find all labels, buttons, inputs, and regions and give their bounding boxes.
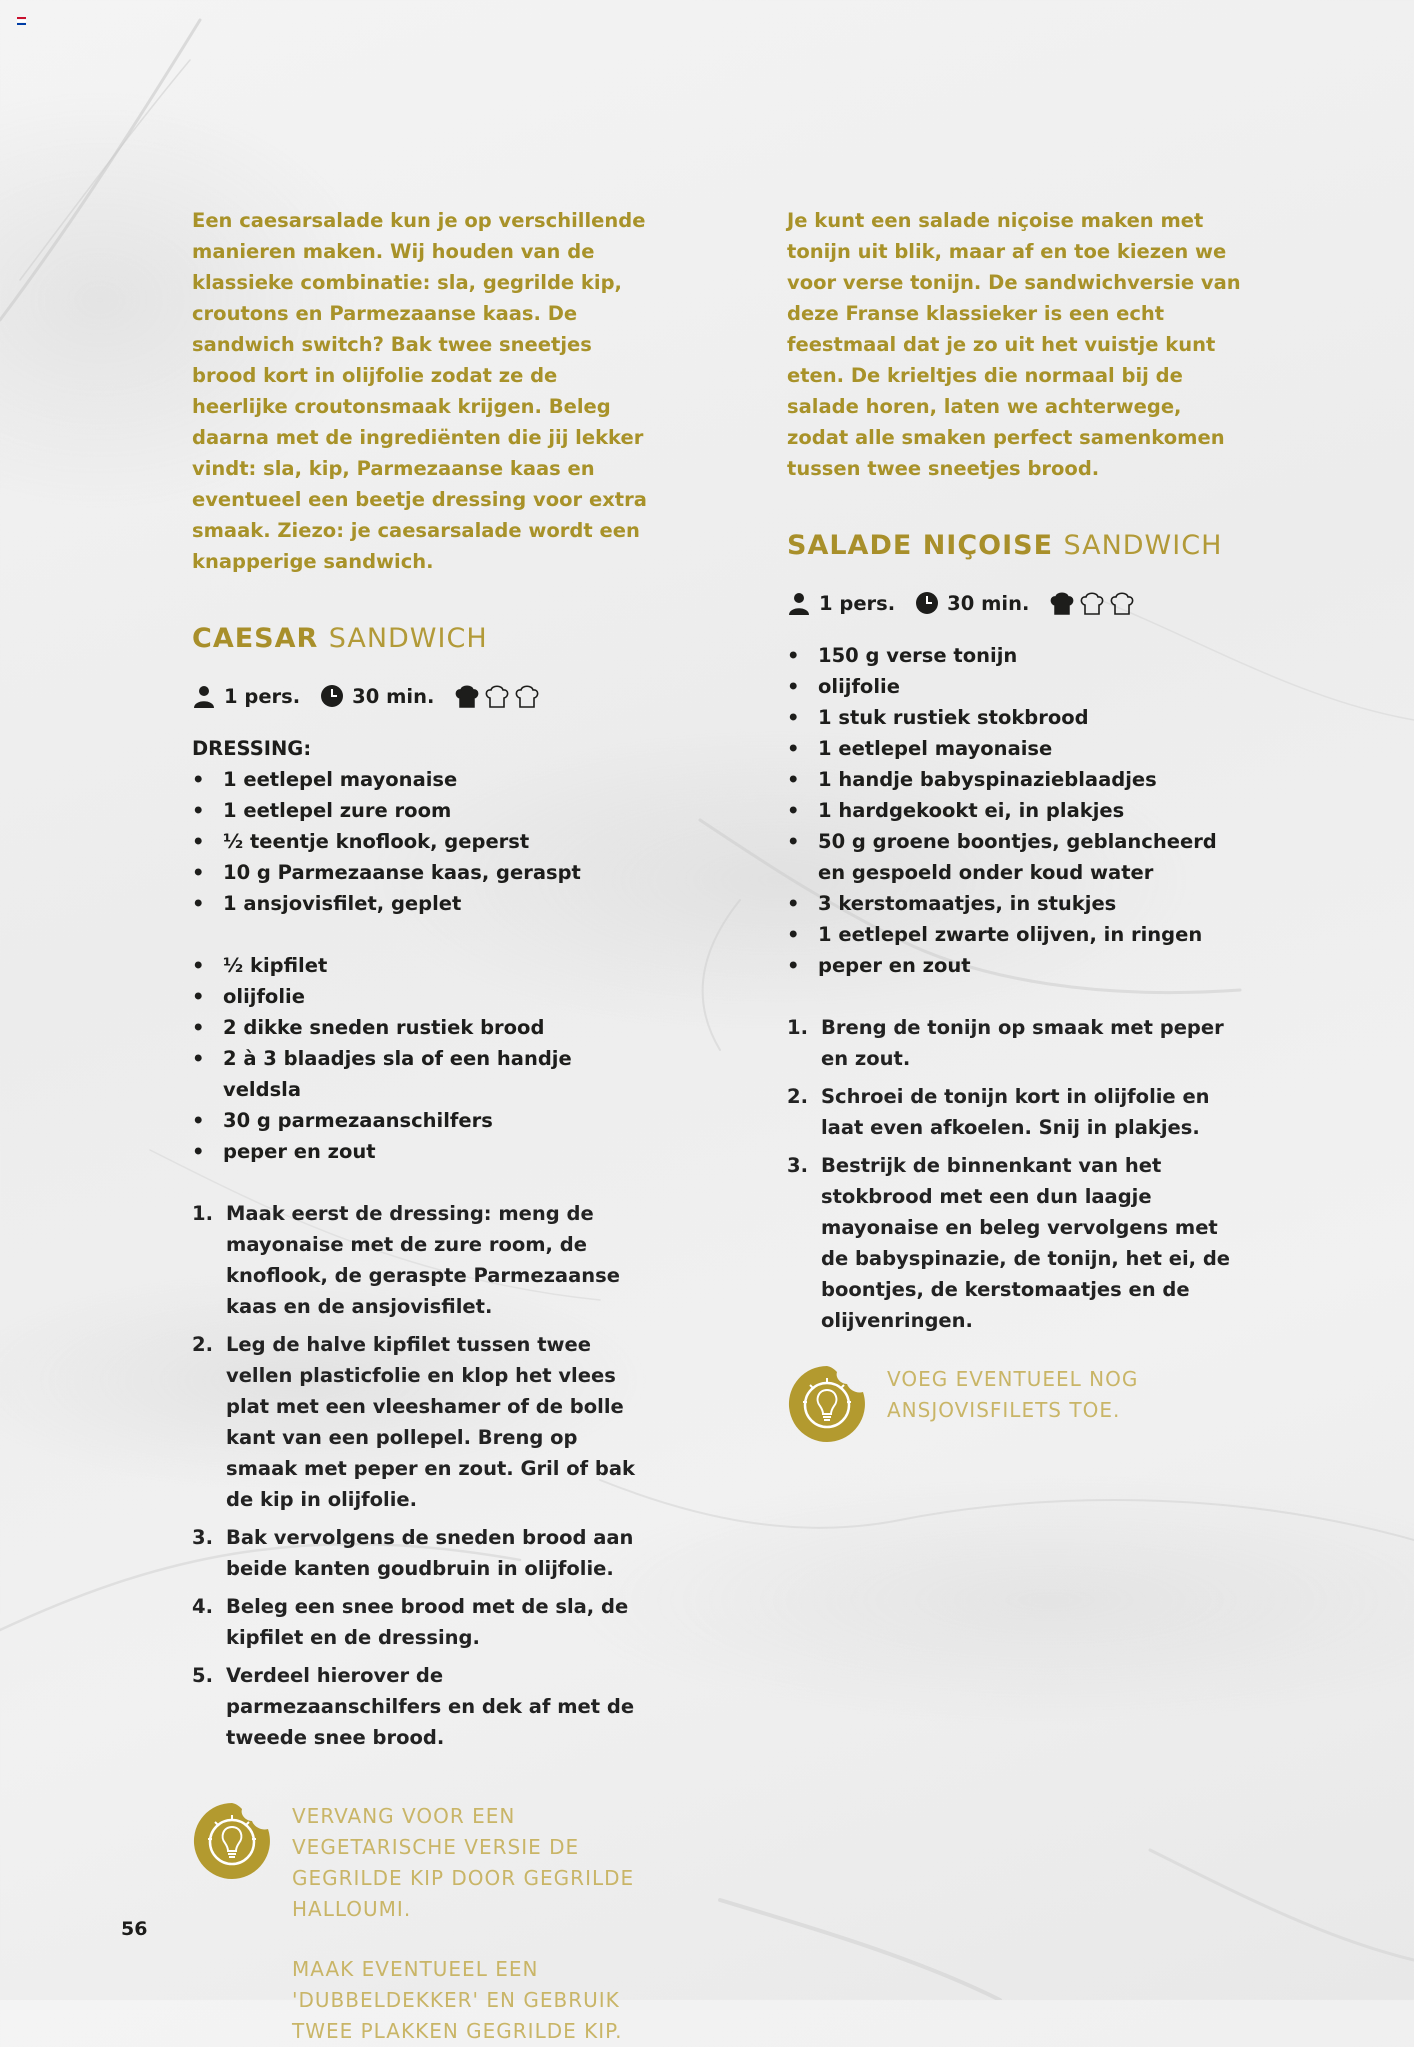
caesar-title-light: SANDWICH — [328, 623, 488, 654]
toque-icon — [454, 683, 480, 709]
caesar-title-bold: CAESAR — [192, 623, 319, 654]
step-item: 3. Bestrijk de binnenkant van het stokbrood met een dun laagje mayonaise en beleg vervolgens met de babyspinazie, de tonijn, het ei, de boontjes, de kerstomaatjes en de olijvenringen. — [787, 1154, 1231, 1332]
difficulty-rating — [454, 683, 540, 709]
list-item: • 2 à 3 blaadjes sla of een handje veldsla — [192, 1043, 652, 1105]
language-flag-icon — [17, 17, 26, 24]
list-item: • 30 g parmezaanschilfers — [192, 1105, 652, 1136]
list-item: • peper en zout — [787, 950, 1247, 981]
page-number: 56 — [121, 1918, 148, 1940]
caesar-ingredients — [192, 950, 652, 1167]
caesar-persons: 1 pers. — [224, 684, 301, 708]
list-item: • 3 kerstomaatjes, in stukjes — [787, 888, 1247, 919]
caesar-sandwich-recipe — [192, 205, 652, 2047]
toque-icon — [1049, 590, 1075, 616]
dressing-list — [192, 764, 652, 919]
step-item: 1. Maak eerst de dressing: meng de mayonaise met de zure room, de knoflook, de geraspte Parmezaanse kaas en de ansjovisfilet. — [192, 1202, 620, 1318]
list-item: • 150 g verse tonijn — [787, 640, 1247, 671]
tip-text: VOEG EVENTUEEL NOG ANSJOVISFILETS TOE. — [887, 1367, 1139, 1422]
list-item: • 1 eetlepel zure room — [192, 795, 652, 826]
tip-text: VERVANG VOOR EEN VEGETARISCHE VERSIE DE GEGRILDE KIP DOOR GEGRILDE HALLOUMI. — [292, 1804, 635, 1921]
list-item: • 50 g groene boontjes, geblancheerd en gespoeld onder koud water — [787, 826, 1247, 888]
clock-icon — [320, 684, 344, 708]
list-item: • 1 handje babyspinazieblaadjes — [787, 764, 1247, 795]
nicoise-tip — [787, 1364, 1247, 1444]
list-item: • 1 stuk rustiek stokbrood — [787, 702, 1247, 733]
list-item: • olijfolie — [787, 671, 1247, 702]
nicoise-time: 30 min. — [947, 591, 1030, 615]
toque-icon — [484, 683, 510, 709]
difficulty-rating — [1049, 590, 1135, 616]
nicoise-title-bold: SALADE NIÇOISE — [787, 530, 1054, 561]
lightbulb-icon — [787, 1364, 867, 1444]
lightbulb-icon — [192, 1801, 272, 1881]
list-item: • 10 g Parmezaanse kaas, geraspt — [192, 857, 652, 888]
list-item: • ½ teentje knoflook, geperst — [192, 826, 652, 857]
nicoise-intro: Je kunt een salade niçoise maken met tonijn uit blik, maar af en toe kiezen we voor verse tonijn. De sandwichversie van deze Franse klassieker is een echt feestmaal dat je zo uit het vuistje kunt eten. De krieltjes die normaal bij de salade horen, laten we achterwege, zodat alle smaken perfect samenkomen tussen twee sneetjes brood. — [787, 209, 1241, 480]
list-item: • 1 eetlepel mayonaise — [192, 764, 652, 795]
nicoise-title — [787, 528, 1247, 564]
toque-icon — [1079, 590, 1105, 616]
nicoise-title-light: SANDWICH — [1063, 530, 1223, 561]
step-item: 1. Breng de tonijn op smaak met peper en zout. — [787, 1016, 1224, 1070]
step-item: 2. Schroei de tonijn kort in olijfolie en laat even afkoelen. Snij in plakjes. — [787, 1085, 1210, 1139]
tip-text: MAAK EVENTUEEL EEN 'DUBBELDEKKER' EN GEBRUIK TWEE PLAKKEN GEGRILDE KIP. — [292, 1957, 623, 2043]
salade-nicoise-recipe — [787, 205, 1247, 1444]
caesar-tip — [192, 1801, 652, 2047]
step-item: 5. Verdeel hierover de parmezaanschilfers en dek af met de tweede snee brood. — [192, 1664, 635, 1749]
caesar-time: 30 min. — [352, 684, 435, 708]
nicoise-meta — [787, 590, 1247, 616]
dressing-heading: DRESSING: — [192, 737, 312, 760]
caesar-meta — [192, 683, 652, 709]
list-item: • 1 hardgekookt ei, in plakjes — [787, 795, 1247, 826]
caesar-title — [192, 621, 652, 657]
nicoise-persons: 1 pers. — [819, 591, 896, 615]
step-item: 2. Leg de halve kipfilet tussen twee vellen plasticfolie en klop het vlees plat met een vleeshamer of de bolle kant van een pollepel. Breng op smaak met peper en zout. Gril of bak de kip in olijfolie. — [192, 1333, 636, 1511]
list-item: • 1 eetlepel mayonaise — [787, 733, 1247, 764]
caesar-steps — [192, 1198, 652, 1753]
list-item: • ½ kipfilet — [192, 950, 652, 981]
list-item: • peper en zout — [192, 1136, 652, 1167]
step-item: 3. Bak vervolgens de sneden brood aan beide kanten goudbruin in olijfolie. — [192, 1526, 634, 1580]
list-item: • 1 eetlepel zwarte olijven, in ringen — [787, 919, 1247, 950]
toque-icon — [1109, 590, 1135, 616]
step-item: 4. Beleg een snee brood met de sla, de kipfilet en de dressing. — [192, 1595, 629, 1649]
list-item: • 2 dikke sneden rustiek brood — [192, 1012, 652, 1043]
person-icon — [787, 591, 811, 615]
clock-icon — [915, 591, 939, 615]
person-icon — [192, 684, 216, 708]
caesar-intro: Een caesarsalade kun je op verschillende manieren maken. Wij houden van de klassieke combinatie: sla, gegrilde kip, croutons en Parmezaanse kaas. De sandwich switch? Bak twee sneetjes brood kort in olijfolie zodat ze de heerlijke croutonsmaak krijgen. Beleg daarna met de ingrediënten die jij lekker vindt: sla, kip, Parmezaanse kaas en eventueel een beetje dressing voor extra smaak. Ziezo: je caesarsalade wordt een knapperige sandwich. — [192, 209, 647, 573]
nicoise-steps — [787, 1012, 1247, 1336]
nicoise-ingredients — [787, 640, 1247, 981]
list-item: • 1 ansjovisfilet, geplet — [192, 888, 652, 919]
toque-icon — [514, 683, 540, 709]
list-item: • olijfolie — [192, 981, 652, 1012]
